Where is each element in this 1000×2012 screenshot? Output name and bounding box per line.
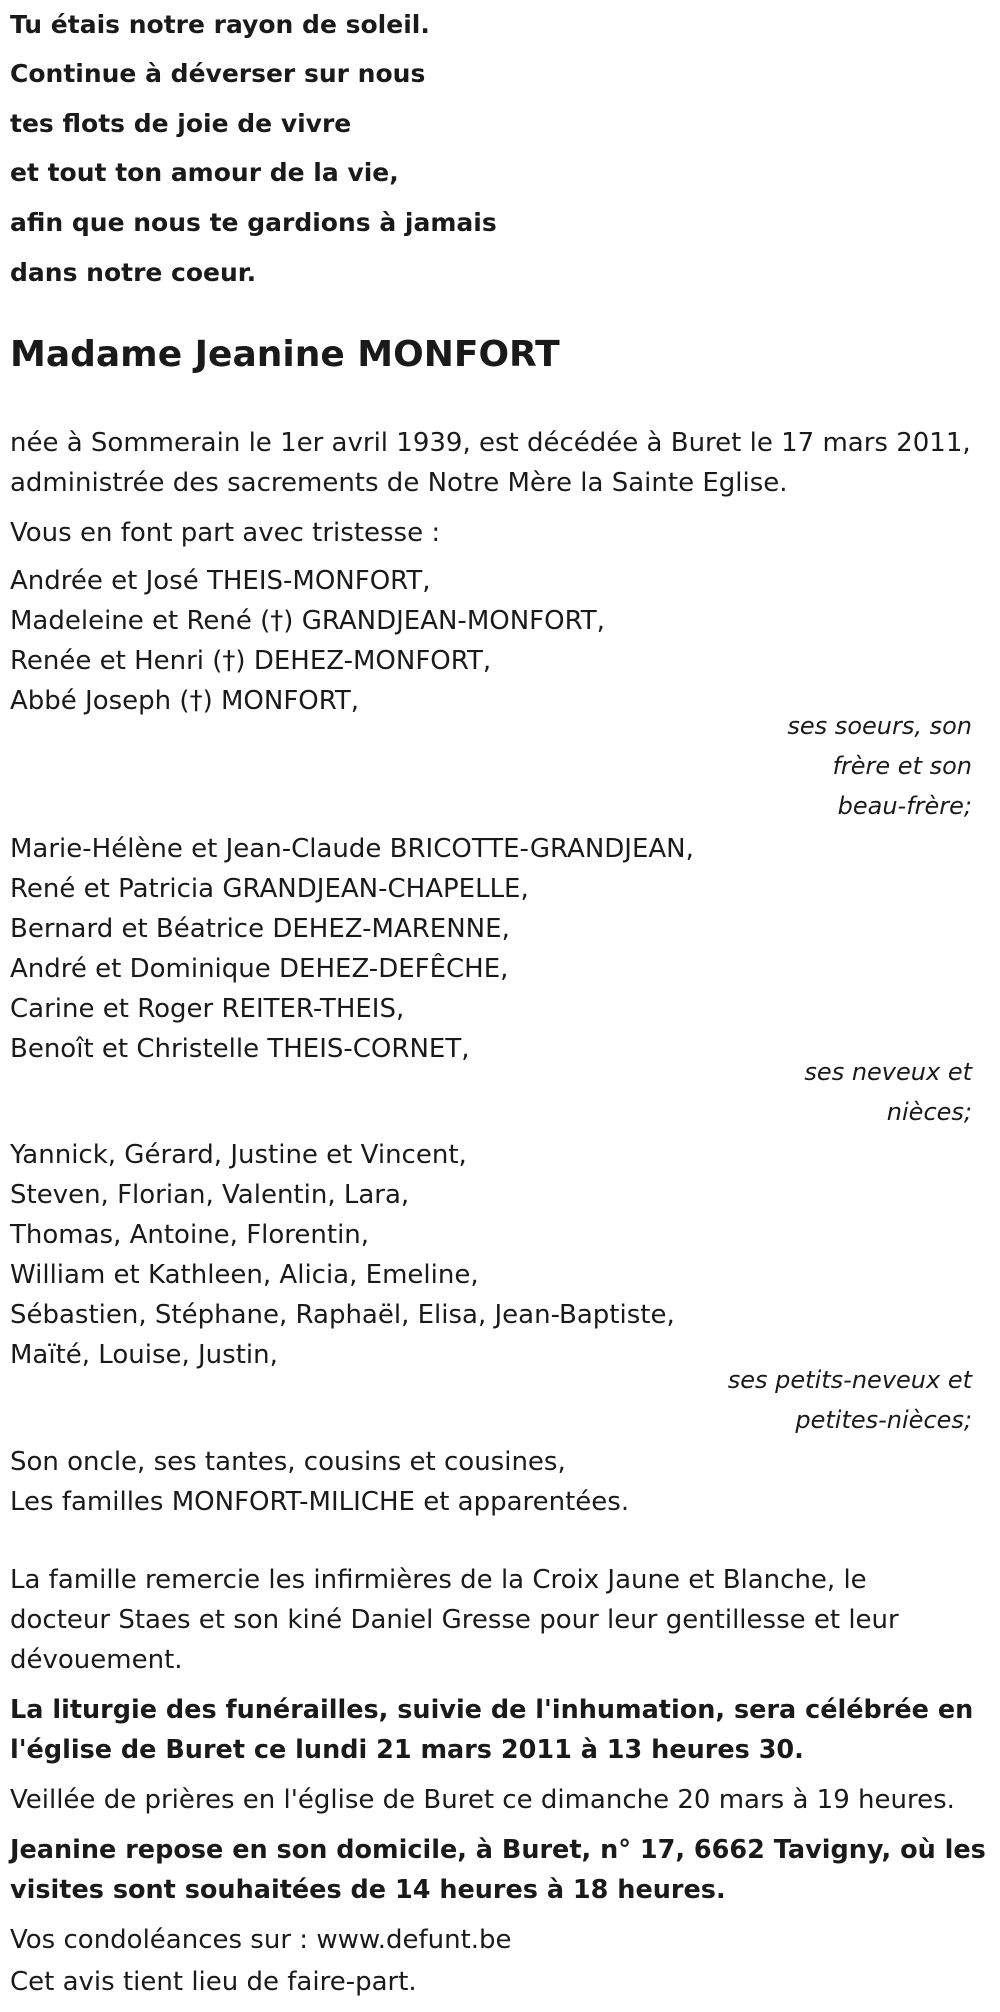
grandnephew-name: William et Kathleen, Alicia, Emeline, xyxy=(10,1260,479,1290)
siblings-role: beau-frère; xyxy=(837,792,972,820)
siblings-role: ses soeurs, son xyxy=(787,712,972,740)
liturgy-line: La liturgie des funérailles, suivie de l'inhumation, sera célébrée en xyxy=(10,1695,974,1725)
nephew-name: Benoît et Christelle THEIS-CORNET, xyxy=(10,1034,470,1064)
nephew-name: Marie-Hélène et Jean-Claude BRICOTTE-GRANDJEAN, xyxy=(10,834,694,864)
visits-line: visites sont souhaitées de 14 heures à 18 heures. xyxy=(10,1875,726,1905)
visits-line: Jeanine repose en son domicile, à Buret, n° 17, 6662 Tavigny, où les xyxy=(10,1835,986,1865)
nephews-role: nièces; xyxy=(886,1098,972,1126)
grandnephew-name: Yannick, Gérard, Justine et Vincent, xyxy=(10,1140,467,1170)
thanks-line: docteur Staes et son kiné Daniel Gresse pour leur gentillesse et leur xyxy=(10,1605,899,1635)
sibling-name: Abbé Joseph (†) MONFORT, xyxy=(10,686,360,716)
nephew-name: Carine et Roger REITER-THEIS, xyxy=(10,994,405,1024)
grandnephew-name: Maïté, Louise, Justin, xyxy=(10,1340,278,1370)
poem-line: Tu étais notre rayon de soleil. xyxy=(10,10,430,39)
nephews-role: ses neveux et xyxy=(804,1058,972,1086)
closing-line: Cet avis tient lieu de faire-part. xyxy=(10,1967,417,1997)
sibling-name: Renée et Henri (†) DEHEZ-MONFORT, xyxy=(10,646,492,676)
thanks-line: La famille remercie les infirmières de la Croix Jaune et Blanche, le xyxy=(10,1565,867,1595)
poem-line: tes flots de joie de vivre xyxy=(10,109,352,138)
nephew-name: Bernard et Béatrice DEHEZ-MARENNE, xyxy=(10,914,510,944)
sibling-name: Andrée et José THEIS-MONFORT, xyxy=(10,566,431,596)
grandnephew-name: Sébastien, Stéphane, Raphaël, Elisa, Jean-Baptiste, xyxy=(10,1300,675,1330)
poem-line: Continue à déverser sur nous xyxy=(10,59,426,88)
intro-line: administrée des sacrements de Notre Mère la Sainte Eglise. xyxy=(10,468,788,498)
announcement: Vous en font part avec tristesse : xyxy=(10,518,441,548)
nephew-name: André et Dominique DEHEZ-DEFÊCHE, xyxy=(10,954,509,984)
poem-line: afin que nous te gardions à jamais xyxy=(10,208,497,237)
deceased-name-title: Madame Jeanine MONFORT xyxy=(10,334,560,375)
poem-line: et tout ton amour de la vie, xyxy=(10,158,399,187)
grandnephew-name: Steven, Florian, Valentin, Lara, xyxy=(10,1180,410,1210)
vigil-line: Veillée de prières en l'église de Buret ce dimanche 20 mars à 19 heures. xyxy=(10,1785,955,1815)
liturgy-line: l'église de Buret ce lundi 21 mars 2011 à 13 heures 30. xyxy=(10,1735,804,1765)
nephew-name: René et Patricia GRANDJEAN-CHAPELLE, xyxy=(10,874,529,904)
other-relatives-line: Les familles MONFORT-MILICHE et apparentées. xyxy=(10,1487,630,1517)
grandnephews-role: petites-nièces; xyxy=(795,1406,972,1434)
intro-line: née à Sommerain le 1er avril 1939, est décédée à Buret le 17 mars 2011, xyxy=(10,428,971,458)
poem-line: dans notre coeur. xyxy=(10,258,257,287)
siblings-role: frère et son xyxy=(832,752,972,780)
sibling-name: Madeleine et René (†) GRANDJEAN-MONFORT, xyxy=(10,606,605,636)
condolences-line: Vos condoléances sur : www.defunt.be xyxy=(10,1925,512,1955)
other-relatives-line: Son oncle, ses tantes, cousins et cousines, xyxy=(10,1447,566,1477)
thanks-line: dévouement. xyxy=(10,1645,183,1675)
grandnephews-role: ses petits-neveux et xyxy=(727,1366,972,1394)
grandnephew-name: Thomas, Antoine, Florentin, xyxy=(10,1220,370,1250)
